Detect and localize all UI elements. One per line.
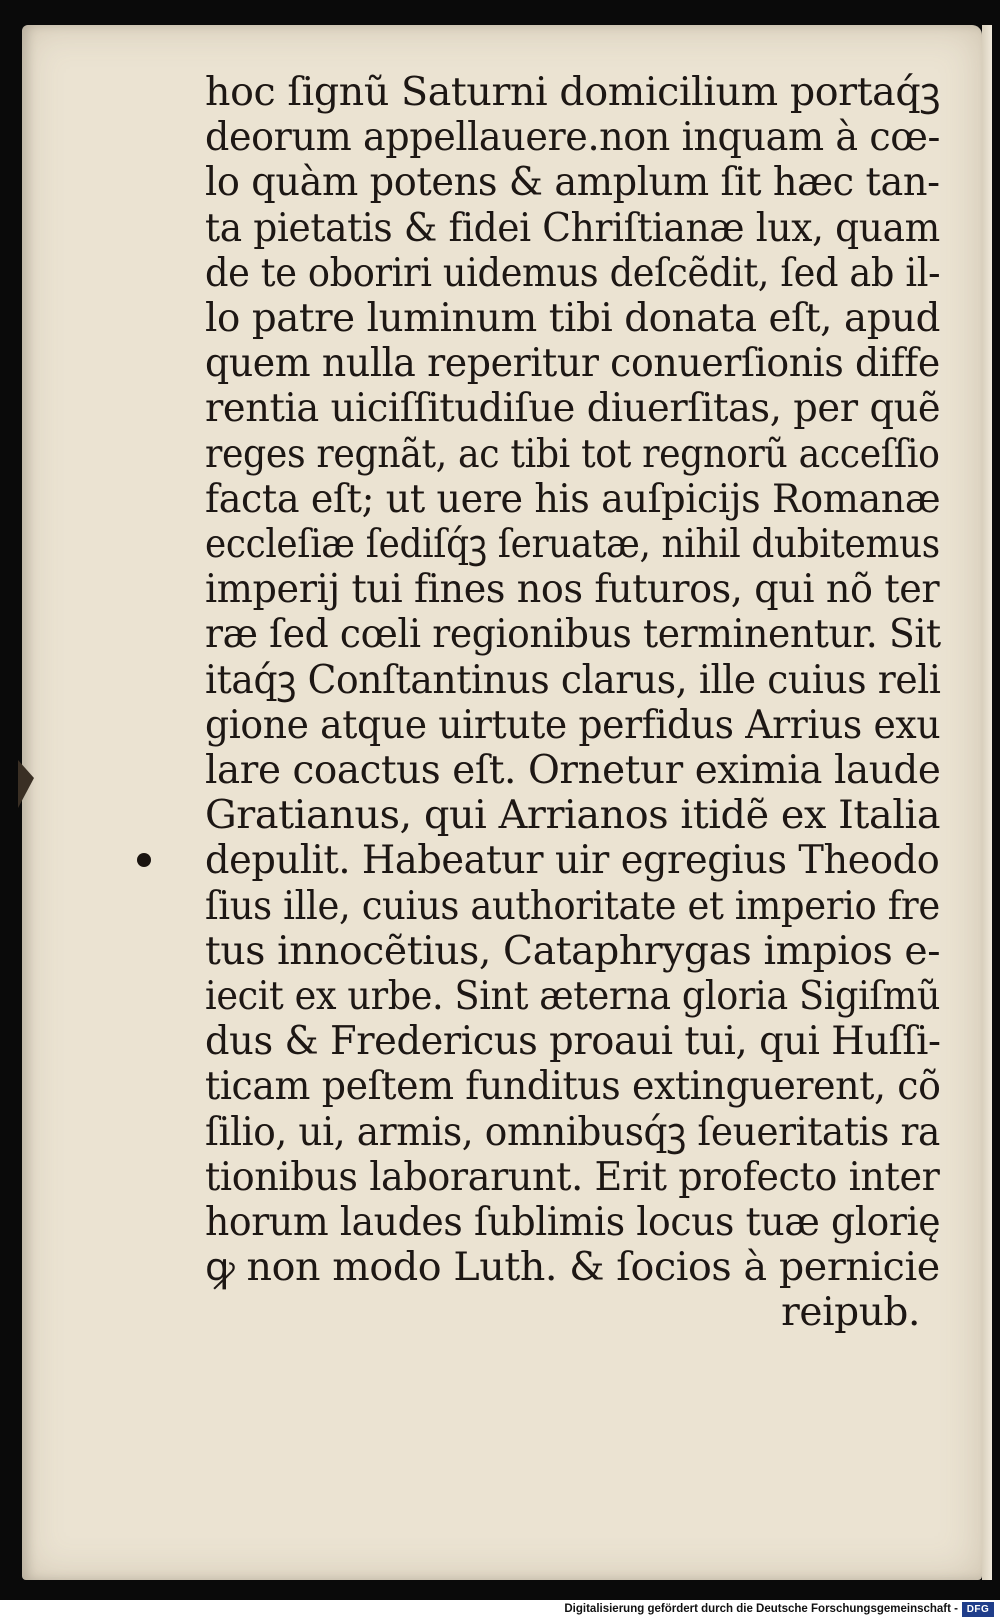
page-edge: [982, 25, 992, 1580]
text-line: ꝙ non modo Luth. & ſocios à pernicie: [205, 1245, 940, 1291]
text-line: dus & Fredericus proaui tui, qui Huſſi-: [205, 1019, 941, 1065]
text-line: ſilio, ui, armis, omnibusq́ꝫ ſeueritatis ra: [205, 1109, 940, 1155]
text-line: iecit ex urbe. Sint æterna gloria Sigiſmũ: [205, 974, 941, 1020]
ink-blot: [137, 853, 151, 867]
text-line: hoc ſignũ Saturni domicilium portaq́ꝫ: [205, 70, 941, 115]
text-line: gione atque uirtute perfidus Arrius exu: [205, 702, 941, 748]
text-line: reges regnãt, ac tibi tot regnorũ acceſſio: [205, 431, 940, 477]
dfg-logo: DFG: [962, 1602, 994, 1617]
text-line: de te oboriri uidemus deſcẽdit, ſed ab il-: [205, 250, 941, 296]
footer-credit: Digitalisierung gefördert durch die Deutsche Forschungsgemeinschaft -: [564, 1603, 958, 1615]
text-line: lare coactus eſt. Ornetur eximia laude: [205, 748, 941, 794]
text-line: eccleſiæ ſediſq́ꝫ ſeruatæ, nihil dubitemus: [205, 522, 940, 568]
text-line: tus innocẽtius, Cataphrygas impios e-: [205, 928, 941, 974]
text-line: horum laudes ſublimis locus tuæ glorię: [205, 1200, 941, 1246]
text-line: rentia uiciſſitudiſue diuerſitas, per quẽ: [205, 386, 941, 432]
text-line: ticam peſtem funditus extinguerent, cõ: [205, 1064, 941, 1110]
text-line: deorum appellauere.non inquam à cœ-: [205, 115, 941, 161]
text-line: facta eſt; ut uere his auſpicijs Romanæ: [205, 476, 941, 522]
catchword: reipub.: [781, 1290, 920, 1336]
text-line: quem nulla reperitur conuerſionis diffe: [205, 341, 940, 387]
text-line: imperij tui fines nos futuros, qui nõ ter: [205, 567, 940, 613]
text-line: ræ ſed cœli regionibus terminentur. Sit: [205, 612, 941, 658]
text-line: itaq́ꝫ Conſtantinus clarus, ille cuius reli: [205, 657, 941, 703]
page-tear-mark: [18, 760, 34, 808]
body-text: [205, 70, 940, 1336]
text-line: ta pietatis & fidei Chriſtianæ lux, quam: [205, 205, 940, 251]
text-line: tionibus laborarunt. Erit profecto inter: [205, 1154, 940, 1200]
digitization-footer: [0, 1600, 1000, 1621]
text-line: depulit. Habeatur uir egregius Theodo: [205, 838, 940, 884]
text-line: ſius ille, cuius authoritate et imperio fre: [205, 883, 940, 929]
text-line: lo patre luminum tibi donata eſt, apud: [205, 296, 941, 342]
text-line: lo quàm potens & amplum ſit hæc tan-: [205, 160, 940, 206]
text-line: Gratianus, qui Arrianos itidẽ ex Italia: [205, 793, 941, 839]
